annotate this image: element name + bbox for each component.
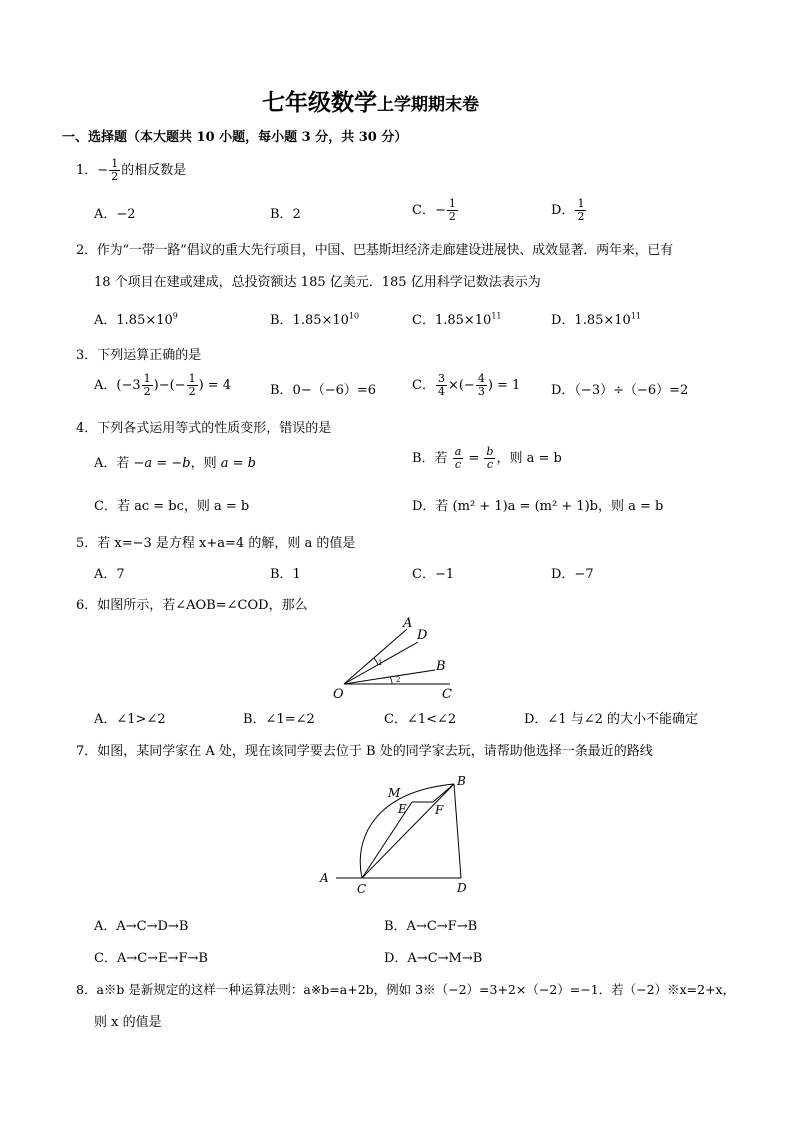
q6-figure — [330, 612, 470, 702]
q1-c-num: 1 — [448, 197, 456, 210]
q3-c-d2: 3 — [477, 385, 485, 398]
title-sub: 上学期期末卷 — [377, 95, 479, 115]
q1-option-d — [551, 198, 587, 223]
q3-c-frac1 — [436, 373, 447, 398]
q2-c-base: C．1.85×10 — [412, 313, 492, 328]
q4-a-eq: = — [228, 456, 248, 471]
q6-text: 6．如图所示，若∠AOB=∠COD，那么 — [76, 598, 308, 613]
q2-a-base: A．1.85×10 — [94, 313, 173, 328]
q4-b-d2: c — [486, 458, 494, 471]
q5-option-b: B．1 — [270, 567, 301, 582]
q6-label-o: O — [333, 687, 344, 702]
q3-c-n1: 3 — [437, 372, 445, 385]
q2-line-2: 18 个项目在建或建成，总投资额达 185 亿美元．185 亿用科学记数法表示为 — [94, 275, 541, 290]
q1-d-den: 2 — [577, 210, 585, 223]
q4-text: 4．下列各式运用等式的性质变形，错误的是 — [76, 421, 332, 436]
q4-b-mid: = — [464, 451, 484, 466]
q4-b-pre: B．若 — [412, 451, 452, 466]
q3-c-pre: C． — [412, 378, 435, 393]
q2-line-1: 2．作为“一带一路”倡议的重大先行项目，中国、巴基斯坦经济走廊建设进展快、成效显著．两年来，已有 — [76, 243, 673, 258]
q3-option-d: D．（−3）÷（−6）=2 — [551, 383, 689, 398]
q1-fraction — [109, 158, 120, 183]
q6-option-b: B．∠1=∠2 — [243, 712, 315, 727]
q7-option-c: C．A→C→E→F→B — [94, 951, 208, 966]
q1-text: 的相反数是 — [121, 163, 187, 178]
q7-label-b: B — [457, 774, 466, 788]
q2-option-b — [270, 309, 359, 328]
q7-line-db — [454, 784, 461, 878]
q3-option-c — [412, 373, 520, 398]
q3-a-frac2 — [187, 373, 198, 398]
q4-a-v2: b — [182, 456, 191, 471]
q1-option-a: A．−2 — [94, 207, 136, 222]
q8-line-1: 8．a※b 是新规定的这样一种运算法则：a※b=a+2b，例如 3※（−2）=3+2×（−2）=−1．若（−2）※x=2+x， — [76, 982, 736, 997]
q4-a-then: ，则 — [190, 456, 221, 471]
q2-option-c — [412, 309, 502, 328]
q2-a-exp: 9 — [172, 311, 178, 321]
q2-d-base: D．1.85×10 — [551, 313, 631, 328]
q4-option-a — [94, 452, 256, 471]
q6-option-d: D．∠1 与∠2 的大小不能确定 — [524, 712, 699, 727]
q7-option-b: B．A→C→F→B — [384, 919, 478, 934]
q4-a-v4: b — [247, 456, 256, 471]
q3-c-post: ) = 1 — [487, 378, 521, 393]
q7-option-a: A．A→C→D→B — [94, 919, 189, 934]
q7-label-e: E — [398, 802, 407, 816]
q4-b-d1: c — [454, 458, 462, 471]
q7-option-d: D．A→C→M→B — [384, 951, 483, 966]
q3-a-d2: 2 — [188, 385, 196, 398]
q3-a-pre: A．(−3 — [94, 378, 141, 393]
q3-c-n2: 4 — [477, 372, 485, 385]
q7-label-m: M — [388, 786, 401, 800]
page-title — [262, 84, 479, 117]
q6-label-c: C — [442, 687, 452, 702]
q6-label-angle1: 1 — [378, 659, 383, 667]
q1-option-b: B．2 — [270, 207, 301, 222]
q7-label-c: C — [357, 882, 367, 896]
q5-text: 5．若 x=−3 是方程 x+a=4 的解，则 a 的值是 — [76, 536, 356, 551]
q2-option-d — [551, 309, 641, 328]
q4-b-n2: b — [486, 445, 494, 458]
q7-label-a: A — [320, 871, 329, 885]
q2-b-base: B．1.85×10 — [270, 313, 349, 328]
q1-num: 1． — [76, 163, 98, 178]
q4-b-n1: a — [454, 445, 462, 458]
q4-option-d: D．若 (m² + 1)a = (m² + 1)b，则 a = b — [412, 499, 664, 514]
q2-b-exp: 10 — [348, 311, 360, 321]
q1-option-c — [412, 198, 459, 223]
q3-option-b: B．0−（−6）=6 — [270, 383, 377, 398]
q4-a-pre: A．若 − — [94, 456, 145, 471]
q4-a-v3: a — [220, 456, 229, 471]
q6-label-a: A — [403, 616, 413, 631]
q3-c-mid: ×(− — [447, 378, 475, 393]
q5-option-c: C．−1 — [412, 567, 455, 582]
q3-text: 3．下列运算正确的是 — [76, 348, 202, 363]
q2-d-exp: 11 — [630, 311, 641, 321]
q1-d-pre: D． — [551, 203, 575, 218]
q3-a-mid: )−(− — [153, 378, 186, 393]
q4-b-frac1 — [453, 446, 464, 471]
q6-label-b: B — [436, 659, 446, 674]
q1-d-fraction — [575, 198, 586, 223]
title-main: 七年级数学 — [262, 89, 377, 116]
q3-a-frac1 — [142, 373, 153, 398]
q7-label-f: F — [435, 803, 444, 817]
section-header: 一、选择题（本大题共 10 小题，每小题 3 分，共 30 分） — [62, 130, 408, 145]
q2-c-exp: 11 — [491, 311, 502, 321]
q1-minus: − — [97, 163, 109, 178]
q1-frac-num: 1 — [111, 157, 119, 170]
q6-label-angle2: 2 — [396, 676, 401, 684]
q1-c-pre: C．− — [412, 203, 446, 218]
question-1 — [76, 158, 186, 183]
q6-option-a: A．∠1>∠2 — [94, 712, 166, 727]
q3-a-n1: 1 — [143, 372, 151, 385]
q6-option-c: C．∠1<∠2 — [384, 712, 457, 727]
q3-a-post: ) = 4 — [198, 378, 232, 393]
q3-c-d1: 4 — [437, 385, 445, 398]
q4-option-c: C．若 ac = bc，则 a = b — [94, 499, 250, 514]
q3-option-a — [94, 373, 231, 398]
q1-c-fraction — [447, 198, 458, 223]
q6-arc-2 — [390, 677, 392, 684]
q1-c-den: 2 — [448, 210, 456, 223]
q5-option-a: A．7 — [94, 567, 125, 582]
q7-text: 7．如图，某同学家在 A 处，现在该同学要去位于 B 处的同学家去玩，请帮助他选择一条最近的路线 — [76, 744, 653, 759]
q1-d-num: 1 — [577, 197, 585, 210]
q4-b-then: ，则 a = b — [496, 451, 562, 466]
q3-a-d1: 2 — [143, 385, 151, 398]
q3-a-n2: 1 — [188, 372, 196, 385]
q4-a-v1: a — [144, 456, 153, 471]
q8-line-2: 则 x 的值是 — [94, 1015, 162, 1030]
q1-frac-den: 2 — [111, 170, 119, 183]
q2-option-a — [94, 309, 178, 328]
q7-line-cb — [362, 784, 454, 878]
q7-figure — [316, 772, 486, 897]
q5-option-d: D．−7 — [551, 567, 594, 582]
q4-a-mid: = − — [152, 456, 183, 471]
q3-c-frac2 — [476, 373, 487, 398]
q4-b-frac2 — [484, 446, 495, 471]
q4-option-b — [412, 446, 562, 471]
q6-label-d: D — [417, 628, 428, 643]
q7-label-d: D — [457, 881, 467, 895]
